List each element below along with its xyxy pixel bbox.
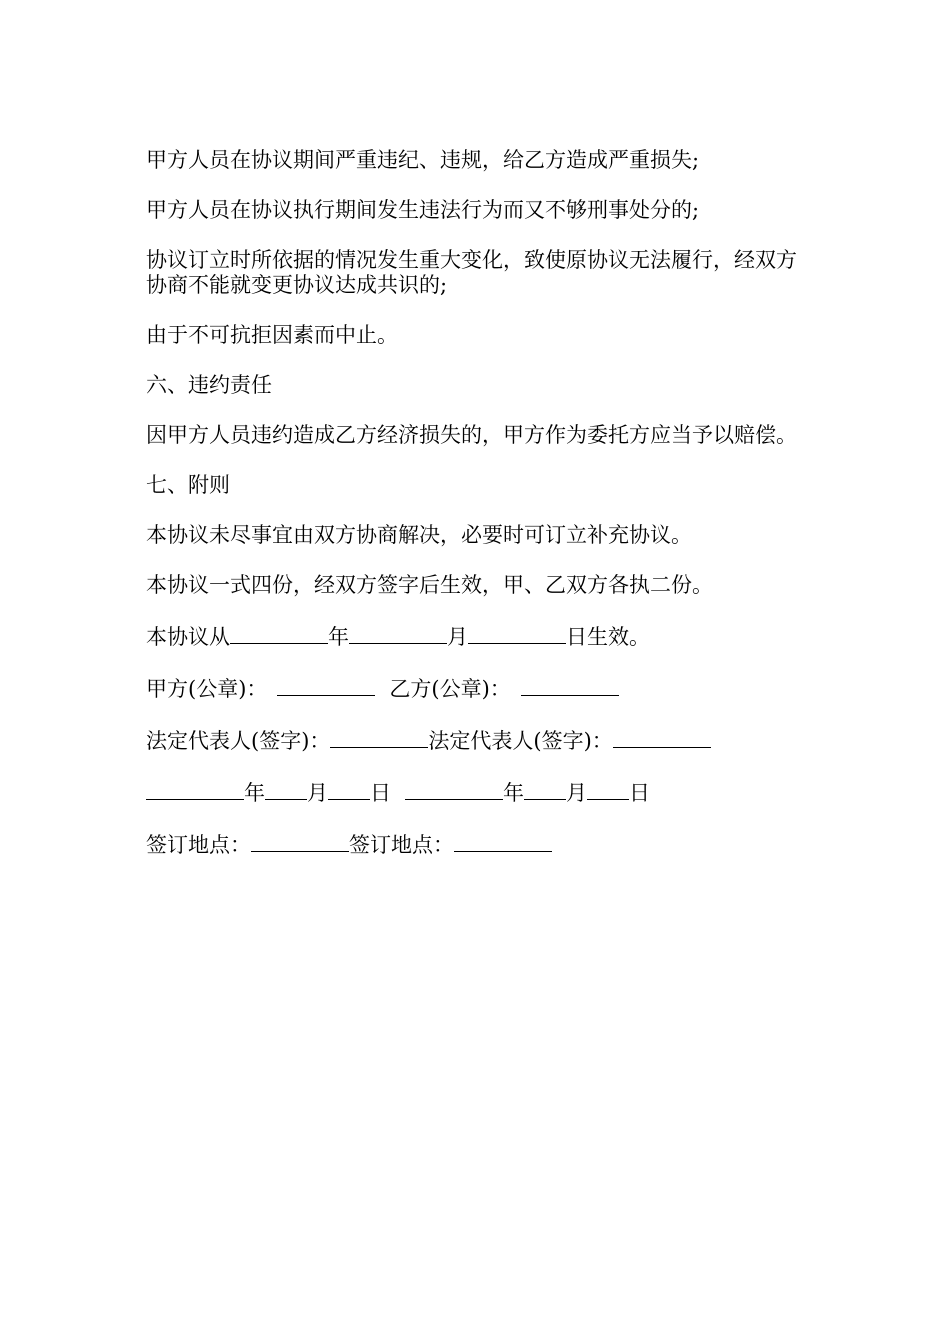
party-a-seal-label: 甲方(公章)：: [146, 677, 268, 701]
effective-month-label: 月: [447, 625, 468, 649]
clause-paragraph: 协议订立时所依据的情况发生重大变化，致使原协议无法履行，经双方协商不能就变更协议达成共识的;: [146, 248, 797, 297]
party-a-seal-blank[interactable]: [277, 675, 375, 696]
effective-suffix: 日生效。: [566, 625, 650, 649]
party-a-rep-label: 法定代表人(签字)：: [146, 729, 331, 753]
signing-date-line: [146, 779, 810, 806]
effective-year-label: 年: [328, 625, 349, 649]
party-b-month-blank[interactable]: [524, 779, 566, 800]
document-body: [146, 148, 810, 858]
party-a-day-label: 日: [370, 781, 391, 805]
party-b-year-blank[interactable]: [405, 779, 503, 800]
effective-month-blank[interactable]: [349, 623, 447, 644]
signing-place-line: [146, 831, 810, 858]
representative-line: [146, 727, 810, 754]
clause-paragraph: 因甲方人员违约造成乙方经济损失的，甲方作为委托方应当予以赔偿。: [146, 423, 797, 447]
section-heading-supplementary: 七、附则: [146, 473, 230, 497]
party-a-month-blank[interactable]: [265, 779, 307, 800]
party-b-month-label: 月: [566, 781, 587, 805]
party-a-year-label: 年: [244, 781, 265, 805]
clause-paragraph: 甲方人员在协议执行期间发生违法行为而又不够刑事处分的;: [146, 198, 700, 222]
party-a-place-blank[interactable]: [251, 831, 349, 852]
party-a-rep-blank[interactable]: [330, 727, 428, 748]
clause-paragraph: 甲方人员在协议期间严重违纪、违规，给乙方造成严重损失;: [146, 148, 700, 172]
effective-date-line: [146, 623, 810, 650]
party-b-day-label: 日: [629, 781, 650, 805]
effective-day-blank[interactable]: [468, 623, 566, 644]
party-b-day-blank[interactable]: [587, 779, 629, 800]
party-a-place-label: 签订地点：: [146, 833, 251, 857]
party-b-place-blank[interactable]: [454, 831, 552, 852]
clause-paragraph: 本协议未尽事宜由双方协商解决，必要时可订立补充协议。: [146, 523, 692, 547]
party-b-rep-label: 法定代表人(签字)：: [428, 729, 613, 753]
clause-paragraph: 本协议一式四份，经双方签字后生效，甲、乙双方各执二份。: [146, 573, 713, 597]
effective-year-blank[interactable]: [230, 623, 328, 644]
section-heading-breach: 六、违约责任: [146, 373, 272, 397]
effective-prefix: 本协议从: [146, 625, 230, 649]
clause-paragraph: 由于不可抗拒因素而中止。: [146, 323, 398, 347]
party-a-month-label: 月: [307, 781, 328, 805]
party-b-seal-label: 乙方(公章)：: [389, 677, 511, 701]
party-b-year-label: 年: [503, 781, 524, 805]
party-a-year-blank[interactable]: [146, 779, 244, 800]
seal-line: [146, 675, 810, 702]
party-b-place-label: 签订地点：: [349, 833, 454, 857]
party-a-day-blank[interactable]: [328, 779, 370, 800]
party-b-seal-blank[interactable]: [521, 675, 619, 696]
party-b-rep-blank[interactable]: [613, 727, 711, 748]
